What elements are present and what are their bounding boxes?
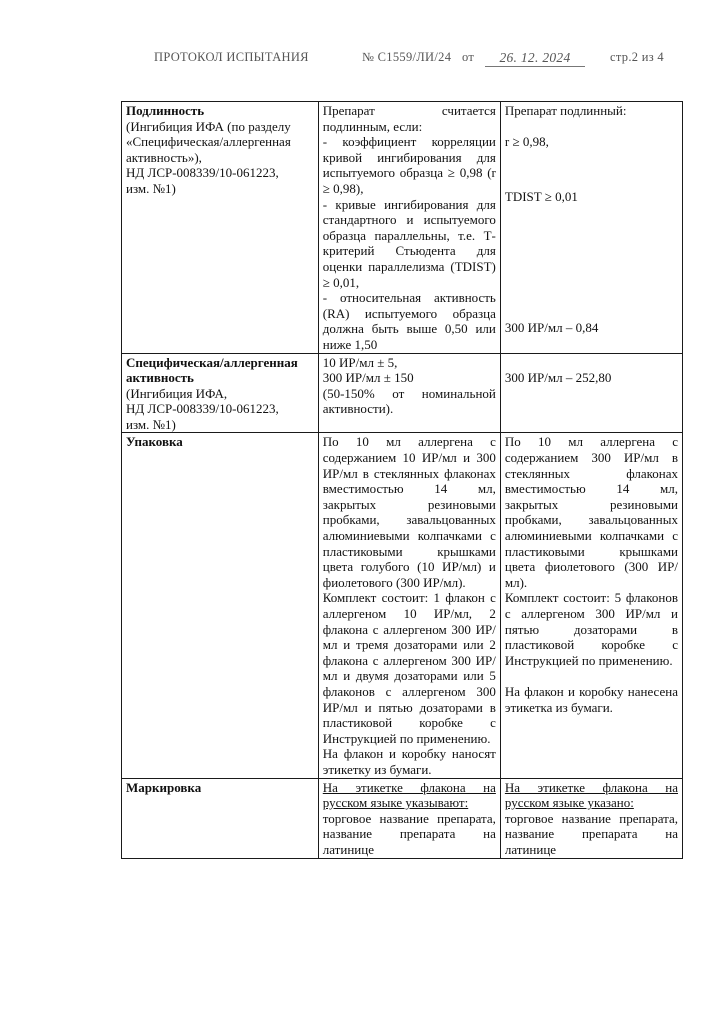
requirement-paragraph: По 10 мл аллергена с содержанием 10 ИР/мл и 300 ИР/мл в стеклянных флаконах вместимостью 14 мл, закрытых резиновыми пробками, завальцованных алюминиевыми колпачками с пластиковыми крышками цвета голубого (10 ИР/мл) и фиолетового (300 ИР/мл). [322,434,496,590]
result-cell [500,778,682,858]
protocol-title: ПРОТОКОЛ ИСПЫТАНИЯ [154,50,309,64]
result-paragraph: На флакон и коробку нанесена этикетка из бумаги. [504,683,678,715]
requirement-cell [318,433,500,778]
parameter-detail: изм. №1) [126,180,176,196]
parameter-cell [122,353,319,433]
requirement-paragraph: На флакон и коробку наносят этикетку из бумаги. [322,746,496,777]
requirement-underlined: На этикетке флакона на русском языке указывают: [322,779,496,811]
result-cell [500,102,682,354]
date-prefix: от [462,50,475,64]
parameter-detail: (Ингибиция ИФА, [126,385,228,401]
result-cell [500,433,682,778]
parameter-cell [122,433,319,778]
parameter-detail: (Ингибиция ИФА (по разделу [126,118,291,134]
requirement-cell [318,778,500,858]
parameter-name: Маркировка [126,779,202,795]
result-cell [500,353,682,433]
parameter-detail: НД ЛСР-008339/10-061223, [126,165,279,181]
requirement-cell: Препарат считается подлинным, если: - коэффициент корреляции кривой ингибирования для испытуемого образца ≥ 0,98 (r ≥ 0,98), - кривые ингибирования для стандартного и испытуемого образца параллельны, т.е. Т-критерий Стьюдента для оценки параллелизма (TDIST) ≥ 0,01, - относительная активность (RA) испытуемого образца должна быть выше 0,50 или ниже 1,50 [318,102,500,354]
protocol-number: № С1559/ЛИ/24 [362,50,452,64]
result-value: Препарат подлинный: [504,103,627,118]
parameter-detail: изм. №1) [126,416,176,432]
parameter-detail: активность»), [126,149,202,165]
requirement-line: 10 ИР/мл ± 5, [322,354,398,370]
protocol-header [150,50,664,70]
page-indicator: стр.2 из 4 [610,50,664,64]
requirement-cell [318,353,500,433]
requirement-line: 300 ИР/мл ± 150 [322,370,414,386]
result-value: r ≥ 0,98, [504,134,549,150]
requirement-text: торговое название препарата, название препарата на латинице [322,810,496,857]
results-table [121,101,683,859]
table-row-authenticity [122,102,683,354]
parameter-name: Подлинность [126,103,205,118]
result-value: TDIST ≥ 0,01 [504,188,578,204]
parameter-detail: НД ЛСР-008339/10-061223, [126,401,279,417]
requirement-paragraph: Комплект состоит: 1 флакон с аллергеном 10 ИР/мл, 2 флакона с аллергеном 300 ИР/мл и тремя дозаторами или 2 флакона с аллергеном 300 ИР/мл и двумя дозаторами или 5 флаконов с аллергеном 300 ИР/мл и пятью дозаторами в пластиковой коробке с Инструкцией по применению. [322,590,496,746]
protocol-date: 26. 12. 2024 [485,50,585,67]
result-text: торговое название препарата, название препарата на латинице [504,810,678,857]
result-value: 300 ИР/мл – 0,84 [504,319,599,335]
result-paragraph: По 10 мл аллергена с содержанием 300 ИР/мл в стеклянных флаконах вместимостью 14 мл, закрытых резиновыми пробками, завальцованных алюминиевыми колпачками с пластиковыми крышками цвета фиолетового (300 ИР/мл). [504,434,678,590]
parameter-name: Упаковка [126,434,183,450]
table-row-labeling [122,778,683,858]
table-row-packaging [122,433,683,778]
result-underlined: На этикетке флакона на русском языке указано: [504,779,678,811]
parameter-cell [122,102,319,354]
parameter-cell [122,778,319,858]
result-value: 300 ИР/мл – 252,80 [504,370,612,386]
parameter-detail: «Специфическая/аллергенная [126,134,291,150]
table-row-activity [122,353,683,433]
result-paragraph: Комплект состоит: 5 флаконов с аллергеном 300 ИР/мл и пятью дозаторами в пластиковой коробке с Инструкцией по применению. [504,590,678,668]
parameter-name: Специфическая/аллергенная активность [126,354,298,386]
requirement-note: (50-150% от номинальной активности). [322,385,496,417]
